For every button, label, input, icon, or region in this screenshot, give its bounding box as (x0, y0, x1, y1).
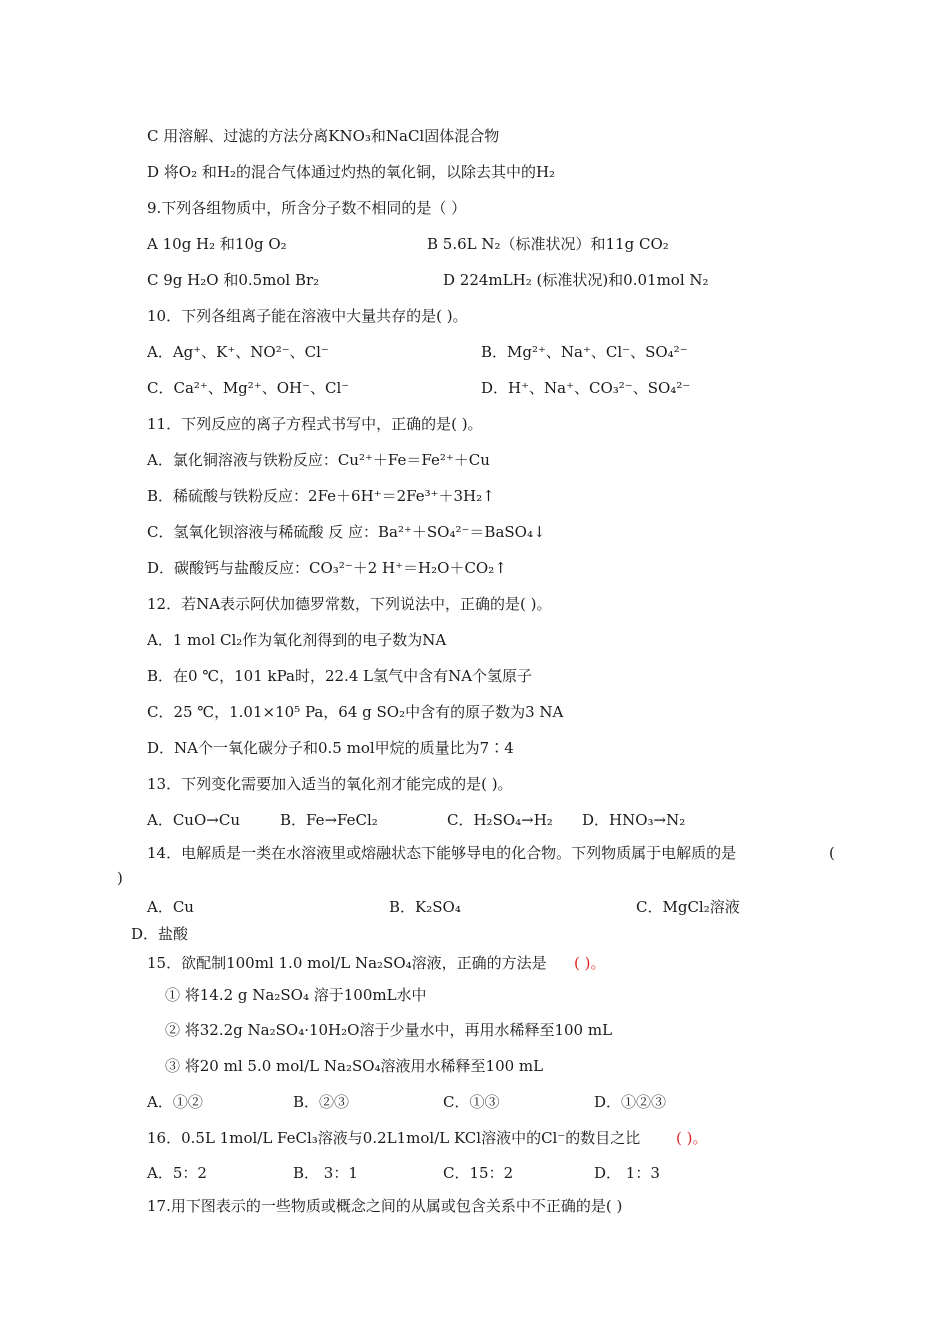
option-a-q14: A．Cu (147, 898, 194, 916)
option-d-q9: D 224mLH₂ (标准状况)和0.01mol N₂ (443, 271, 709, 289)
option-a-q12: A．1 mol Cl₂作为氧化剂得到的电子数为NA (147, 631, 447, 649)
question-10: 10．下列各组离子能在溶液中大量共存的是( )。 (147, 307, 468, 325)
option-b-q16: B． 3：1 (293, 1164, 358, 1182)
option-c-q14: C．MgCl₂溶液 (636, 898, 740, 916)
option-b-q14: B．K₂SO₄ (389, 898, 461, 916)
option-a-q11: A．氯化铜溶液与铁粉反应：Cu²⁺＋Fe＝Fe²⁺＋Cu (147, 451, 490, 469)
option-a-q10: A．Ag⁺、K⁺、NO²⁻、Cl⁻ (147, 343, 329, 361)
question-11: 11．下列反应的离子方程式书写中，正确的是( )。 (147, 415, 483, 433)
option-d-q12: D．NA个一氧化碳分子和0.5 mol甲烷的质量比为7∶4 (147, 739, 514, 757)
question-17: 17.用下图表示的一些物质或概念之间的从属或包含关系中不正确的是( ) (147, 1197, 623, 1215)
option-b-q11: B．稀硫酸与铁粉反应：2Fe＋6H⁺＝2Fe³⁺＋3H₂↑ (147, 487, 495, 505)
option-d-q15: D．①②③ (594, 1093, 667, 1111)
option-d-q16: D． 1：3 (594, 1164, 660, 1182)
option-d-q8: D 将O₂ 和H₂的混合气体通过灼热的氧化铜，以除去其中的H₂ (147, 163, 556, 181)
statement-2-q15: ② 将32.2g Na₂SO₄·10H₂O溶于少量水中，再用水稀释至100 mL (165, 1021, 613, 1039)
option-c-q9: C 9g H₂O 和0.5mol Br₂ (147, 271, 320, 289)
question-14: 14．电解质是一类在水溶液里或熔融状态下能够导电的化合物。下列物质属于电解质的是 (147, 844, 737, 862)
option-a-q13: A．CuO→Cu (147, 811, 240, 829)
option-a-q9: A 10g H₂ 和10g O₂ (147, 235, 287, 253)
question-15-answer-blank: ( )。 (574, 954, 606, 972)
question-12: 12．若NA表示阿伏加德罗常数，下列说法中，正确的是( )。 (147, 595, 552, 613)
option-d-q14: D．盐酸 (131, 925, 189, 943)
option-c-q11: C．氢氧化钡溶液与稀硫酸 反 应：Ba²⁺＋SO₄²⁻＝BaSO₄↓ (147, 523, 546, 541)
option-c-q13: C．H₂SO₄→H₂ (447, 811, 553, 829)
option-b-q10: B．Mg²⁺、Na⁺、Cl⁻、SO₄²⁻ (481, 343, 688, 361)
question-16: 16．0.5L 1mol/L FeCl₃溶液与0.2L1mol/L KCl溶液中的Cl⁻的数目之比 (147, 1129, 641, 1147)
question-14-paren-open: ( (829, 844, 835, 862)
option-d-q13: D．HNO₃→N₂ (582, 811, 686, 829)
statement-1-q15: ① 将14.2 g Na₂SO₄ 溶于100mL水中 (165, 986, 427, 1004)
option-d-q11: D．碳酸钙与盐酸反应：CO₃²⁻＋2 H⁺＝H₂O＋CO₂↑ (147, 559, 507, 577)
statement-3-q15: ③ 将20 ml 5.0 mol/L Na₂SO₄溶液用水稀释至100 mL (165, 1057, 544, 1075)
question-14-paren-close: ) (117, 869, 123, 887)
option-c-q10: C．Ca²⁺、Mg²⁺、OH⁻、Cl⁻ (147, 379, 350, 397)
option-c-q16: C．15：2 (443, 1164, 514, 1182)
option-b-q9: B 5.6L N₂（标准状况）和11g CO₂ (427, 235, 669, 253)
option-b-q15: B．②③ (293, 1093, 350, 1111)
question-13: 13．下列变化需要加入适当的氧化剂才能完成的是( )。 (147, 775, 513, 793)
option-d-q10: D．H⁺、Na⁺、CO₃²⁻、SO₄²⁻ (481, 379, 691, 397)
option-c-q8: C 用溶解、过滤的方法分离KNO₃和NaCl固体混合物 (147, 127, 500, 145)
option-c-q15: C．①③ (443, 1093, 500, 1111)
option-a-q15: A．①② (147, 1093, 203, 1111)
question-9: 9.下列各组物质中，所含分子数不相同的是（ ） (147, 199, 467, 217)
option-b-q13: B．Fe→FeCl₂ (280, 811, 378, 829)
question-15: 15．欲配制100ml 1.0 mol/L Na₂SO₄溶液，正确的方法是 (147, 954, 547, 972)
question-16-answer-blank: ( )。 (676, 1129, 708, 1147)
option-a-q16: A．5：2 (147, 1164, 207, 1182)
option-b-q12: B．在0 ℃，101 kPa时，22.4 L氢气中含有NA个氢原子 (147, 667, 533, 685)
option-c-q12: C．25 ℃，1.01×10⁵ Pa，64 g SO₂中含有的原子数为3 NA (147, 703, 564, 721)
